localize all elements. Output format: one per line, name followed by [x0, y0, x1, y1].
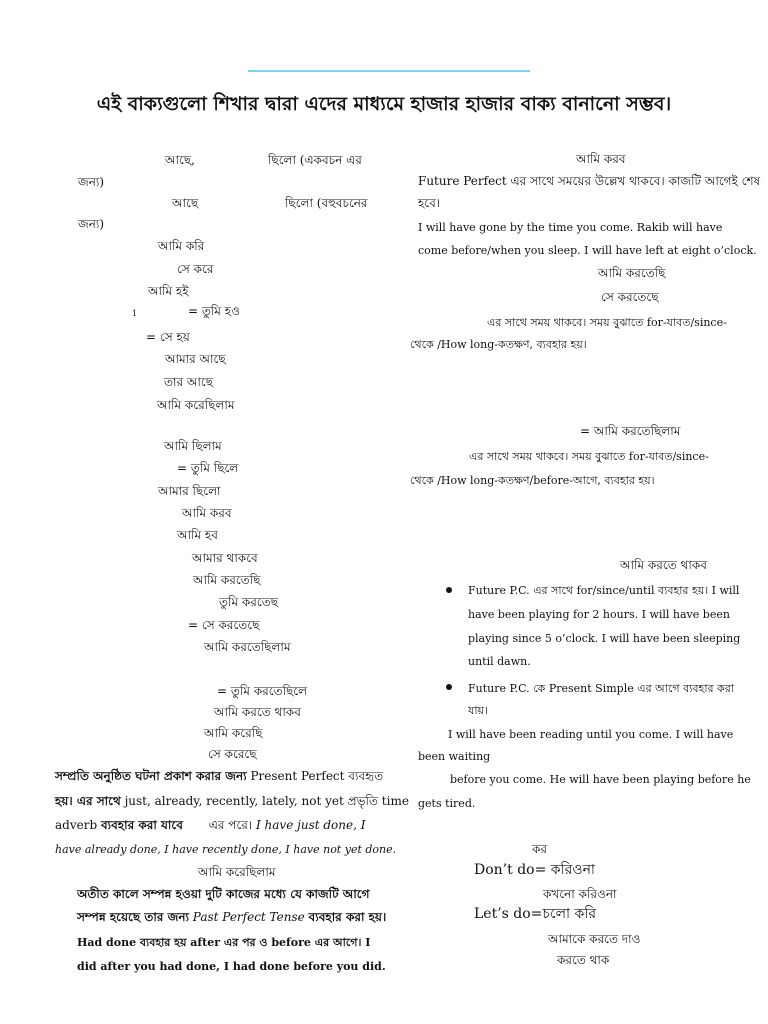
present-perfect-note: সম্প্রতি অনুষ্ঠিত ঘটনা প্রকাশ করার জন্য Present Perfect ব্যবহৃত [55, 769, 384, 783]
footnote-marker: 1 [132, 309, 138, 318]
present-pc-note: থেকে /How long-কতক্ষণ, ব্যবহার হয়। [410, 338, 587, 351]
future-perfect-example: come before/when you sleep. I will have left at eight o’clock. [418, 244, 757, 257]
past-perfect-example: did after you had done, I had done before you did. [77, 960, 386, 973]
future-pc-note: Future P.C. এর সাথে for/since/until ব্যবহার হয়। I will [468, 584, 740, 597]
right-line: সে করতেছে [601, 290, 659, 304]
page-heading: এই বাক্যগুলো শিখার দ্বারা এদের মাধ্যমে হাজার হাজার বাক্য বানানো সম্ভব। [96, 93, 672, 115]
bullet-icon [446, 684, 452, 690]
left-line: আমি করি [158, 239, 205, 253]
left-line: = সে হয় [146, 330, 190, 344]
left-line: সে করে [177, 262, 214, 276]
left-line: জন্য) [78, 175, 105, 189]
right-line: কখনো করিওনা [543, 887, 617, 901]
left-line: = তুমি হও [188, 304, 240, 318]
right-line: আমাকে করতে দাও [548, 932, 641, 946]
left-line: আমি করব [182, 506, 232, 520]
left-line: ছিলো (একবচন এর [268, 153, 362, 167]
left-line: আমি হই [148, 284, 189, 298]
header-rule [248, 70, 530, 72]
left-line: আমি করেছি [204, 726, 263, 740]
present-perfect-example: have already done, I have recently done, I have not yet done. [55, 843, 397, 856]
future-perfect-note: Future Perfect এর সাথে সময়ের উল্লেখ থাকবে। কাজটি আগেই শেষ [418, 174, 761, 188]
past-perfect-note: সম্পন্ন হয়েছে তার জন্য Past Perfect Tense ব্যবহার করা হয়। [77, 910, 387, 924]
imperative-line: Don’t do= করিওনা [474, 862, 595, 878]
right-line: কর [532, 842, 547, 856]
left-line: আমি করেছিলাম [198, 865, 276, 879]
future-pc-note: playing since 5 o’clock. I will have been sleeping [468, 632, 741, 645]
left-line: আমি করতেছিলাম [204, 640, 291, 654]
left-line: আমার আছে [165, 352, 226, 366]
left-line: = তুমি করতেছিলে [217, 684, 308, 698]
right-line: = আমি করতেছিলাম [580, 424, 681, 438]
left-line: আমার থাকবে [192, 551, 258, 565]
future-pc-note: যায়। [468, 704, 488, 717]
right-line: আমি করব [576, 152, 626, 166]
left-line: আছে [172, 196, 199, 210]
past-perfect-note: Had done ব্যবহার হয় after এর পর ও before এর আগে। I [77, 936, 371, 949]
present-pc-note: এর সাথে সময় থাকবে। সময় বুঝাতে for-যাবত/since- [487, 316, 727, 329]
present-perfect-note: adverb ব্যবহার করা যাবে এর পরে। I have just done, I [55, 818, 366, 832]
left-line: আমি করতে থাকব [214, 705, 301, 719]
left-line: তুমি করতেছ [219, 595, 279, 609]
future-pc-note: Future P.C. কে Present Simple এর আগে ব্যবহার করা [468, 682, 734, 695]
future-pc-example: before you come. He will have been playing before he [450, 773, 751, 786]
left-line: আমি হব [177, 528, 218, 542]
future-pc-note: have been playing for 2 hours. I will have been [468, 608, 730, 621]
future-perfect-example: I will have gone by the time you come. Rakib will have [418, 221, 723, 234]
left-line: আমি ছিলাম [164, 439, 222, 453]
right-line: করতে থাক [557, 953, 610, 967]
left-line: আমার ছিলো [158, 484, 221, 498]
imperative-line: Let’s do=চলো করি [474, 906, 597, 922]
future-perfect-note: হবে। [418, 196, 441, 210]
left-line: আমি করতেছি [193, 573, 261, 587]
left-line: সে করেছে [208, 747, 257, 761]
left-line: = সে করতেছে [188, 618, 260, 632]
left-line: আছে, [165, 153, 195, 167]
past-pc-note: এর সাথে সময় থাকবে। সময় বুঝাতে for-যাবত/since- [469, 450, 709, 463]
future-pc-example: gets tired. [418, 797, 476, 810]
bullet-icon [446, 587, 452, 593]
right-line: আমি করতেছি [598, 266, 666, 280]
future-pc-note: until dawn. [468, 655, 531, 668]
left-line: জন্য) [78, 217, 105, 231]
right-line: আমি করতে থাকব [620, 558, 707, 572]
past-pc-note: থেকে /How long-কতক্ষণ/before-আগে, ব্যবহার হয়। [410, 474, 655, 487]
future-pc-example: been waiting [418, 750, 491, 763]
left-line: আমি করেছিলাম [157, 398, 235, 412]
past-perfect-note: অতীত কালে সম্পন্ন হওয়া দুটি কাজের মধ্যে যে কাজটি আগে [77, 887, 370, 901]
left-line: ছিলো (বহুবচনের [285, 196, 368, 210]
future-pc-example: I will have been reading until you come. I will have [448, 728, 734, 741]
left-line: তার আছে [164, 375, 213, 389]
left-line: = তুমি ছিলে [177, 461, 239, 475]
present-perfect-note: হয়। এর সাথে just, already, recently, lately, not yet প্রভৃতি time [55, 794, 409, 808]
